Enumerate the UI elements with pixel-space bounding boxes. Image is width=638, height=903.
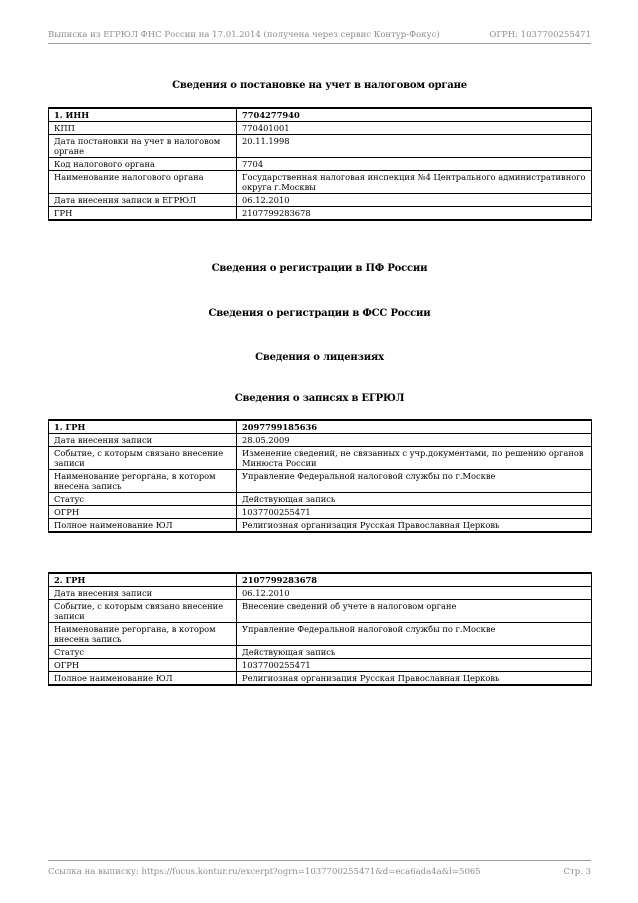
table-row	[49, 158, 592, 171]
row-label: Статус	[49, 493, 237, 506]
record-1-table	[48, 419, 592, 533]
row-value: Действующая запись	[237, 493, 592, 506]
table-row	[49, 623, 592, 646]
table-row	[49, 672, 592, 686]
table-row	[49, 587, 592, 600]
header-title: Выписка из ЕГРЮЛ ФНС России на 17.01.2014 (получена через сервис Контур-Фокус)	[48, 30, 440, 40]
row-value: 20.11.1998	[237, 135, 592, 158]
table-row	[49, 122, 592, 135]
table-row	[49, 493, 592, 506]
row-label: Событие, с которым связано внесение записи	[49, 447, 237, 470]
row-value: 28.05.2009	[237, 434, 592, 447]
row-label: ОГРН	[49, 506, 237, 519]
section-title-records: Сведения о записях в ЕГРЮЛ	[234, 393, 405, 404]
row-value: Внесение сведений об учете в налоговом органе	[237, 600, 592, 623]
row-label: Наименование налогового органа	[49, 171, 237, 194]
table-row	[49, 194, 592, 207]
tax-registration-table	[48, 107, 592, 221]
table-row	[49, 447, 592, 470]
row-label: Событие, с которым связано внесение записи	[49, 600, 237, 623]
table-row	[49, 135, 592, 158]
table-row	[49, 171, 592, 194]
row-value: 06.12.2010	[237, 587, 592, 600]
row-value: Религиозная организация Русская Православная Церковь	[237, 672, 592, 686]
row-label: 2. ГРН	[49, 573, 237, 587]
table-row	[49, 659, 592, 672]
row-label: 1. ГРН	[49, 420, 237, 434]
table-row	[49, 434, 592, 447]
row-label: КПП	[49, 122, 237, 135]
page-header	[48, 30, 591, 44]
row-value: Действующая запись	[237, 646, 592, 659]
row-value: 2107799283678	[237, 207, 592, 221]
table-row	[49, 506, 592, 519]
page-number: Стр. 3	[563, 867, 591, 877]
record-2-table	[48, 572, 592, 686]
table-row	[49, 470, 592, 493]
row-label: Код налогового органа	[49, 158, 237, 171]
table-row	[49, 420, 592, 434]
page-footer	[48, 860, 591, 877]
table-row	[49, 519, 592, 533]
section-title-pf: Сведения о регистрации в ПФ России	[211, 263, 428, 274]
table-row	[49, 108, 592, 122]
row-label: Дата внесения записи	[49, 587, 237, 600]
table-row	[49, 573, 592, 587]
row-value: 1037700255471	[237, 659, 592, 672]
row-value: 2107799283678	[237, 573, 592, 587]
section-title-tax: Сведения о постановке на учет в налоговом органе	[172, 80, 467, 91]
row-label: Дата внесения записи в ЕГРЮЛ	[49, 194, 237, 207]
section-title-licenses: Сведения о лицензиях	[255, 352, 384, 363]
row-value: 7704277940	[237, 108, 592, 122]
row-label: Наименование регоргана, в котором внесена запись	[49, 470, 237, 493]
row-label: Дата постановки на учет в налоговом органе	[49, 135, 237, 158]
row-value: Государственная налоговая инспекция №4 Центрального административного округа г.Москвы	[237, 171, 592, 194]
row-label: Статус	[49, 646, 237, 659]
row-label: Наименование регоргана, в котором внесена запись	[49, 623, 237, 646]
header-ogrn: ОГРН: 1037700255471	[489, 30, 591, 40]
row-value: 06.12.2010	[237, 194, 592, 207]
row-value: Религиозная организация Русская Православная Церковь	[237, 519, 592, 533]
row-value: Изменение сведений, не связанных с учр.документами, по решению органов Минюста России	[237, 447, 592, 470]
row-value: Управление Федеральной налоговой службы по г.Москве	[237, 470, 592, 493]
row-value: 1037700255471	[237, 506, 592, 519]
row-value: 770401001	[237, 122, 592, 135]
row-label: Полное наименование ЮЛ	[49, 519, 237, 533]
row-label: ОГРН	[49, 659, 237, 672]
table-row	[49, 207, 592, 221]
row-label: Дата внесения записи	[49, 434, 237, 447]
excerpt-link[interactable]: Ссылка на выписку: https://focus.kontur.ru/excerpt?ogrn=1037700255471&d=eca6ada4a&l=5065	[48, 867, 481, 877]
section-title-fss: Сведения о регистрации в ФСС России	[208, 308, 431, 319]
table-row	[49, 646, 592, 659]
row-value: 2097799185636	[237, 420, 592, 434]
row-value: 7704	[237, 158, 592, 171]
row-label: ГРН	[49, 207, 237, 221]
row-label: 1. ИНН	[49, 108, 237, 122]
table-row	[49, 600, 592, 623]
row-label: Полное наименование ЮЛ	[49, 672, 237, 686]
row-value: Управление Федеральной налоговой службы по г.Москве	[237, 623, 592, 646]
